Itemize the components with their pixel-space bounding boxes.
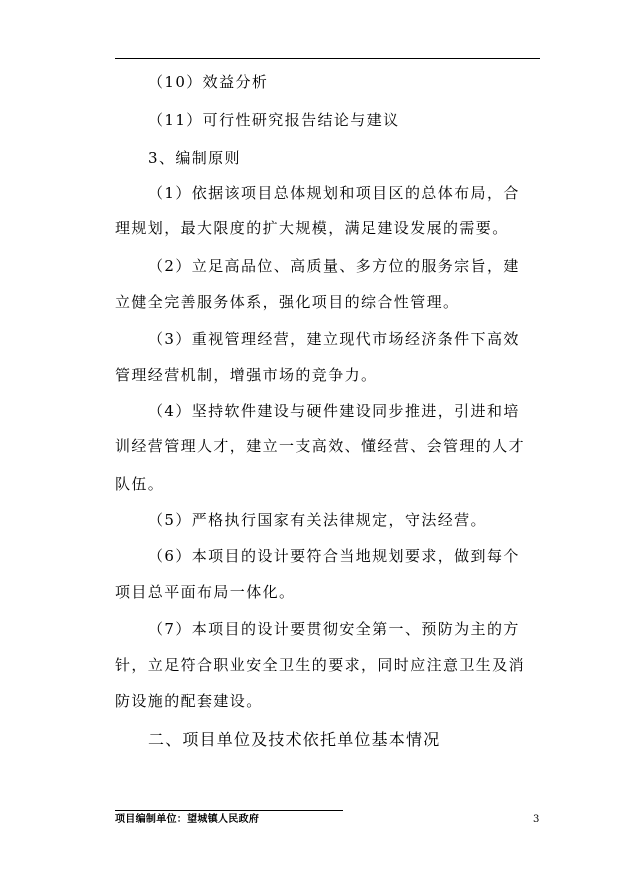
footer-organization: 项目编制单位：望城镇人民政府 — [115, 814, 260, 825]
paragraph-line: 防设施的配套建设。 — [115, 692, 263, 710]
footer-rule — [115, 810, 343, 811]
paragraph-line: （1）依据该项目总体规划和项目区的总体布局，合 — [148, 184, 520, 202]
paragraph-line: （2）立足高品位、高质量、多方位的服务宗旨，建 — [148, 257, 520, 275]
paragraph-line: 队伍。 — [115, 475, 165, 493]
paragraph-line: （4）坚持软件建设与硬件建设同步推进，引进和培 — [148, 402, 520, 420]
list-item-11: （11）可行性研究报告结论与建议 — [148, 111, 400, 129]
paragraph-line: 管理经营机制，增强市场的竞争力。 — [115, 366, 378, 384]
list-item-10: （10）效益分析 — [148, 73, 269, 91]
header-rule — [115, 58, 540, 59]
paragraph-line: 理规划，最大限度的扩大规模，满足建设发展的需要。 — [115, 219, 509, 237]
paragraph-line: （6）本项目的设计要符合当地规划要求，做到每个 — [148, 547, 520, 565]
section-heading-principles: 3、编制原则 — [148, 149, 241, 167]
paragraph-line: （5）严格执行国家有关法律规定，守法经营。 — [148, 511, 487, 529]
paragraph-line: （3）重视管理经营，建立现代市场经济条件下高效 — [148, 330, 520, 348]
paragraph-line: 针，立足符合职业安全卫生的要求，同时应注意卫生及消 — [115, 656, 526, 674]
page-number: 3 — [533, 814, 540, 825]
paragraph-line: 训经营管理人才，建立一支高效、懂经营、会管理的人才 — [115, 437, 526, 455]
paragraph-line: （7）本项目的设计要贯彻安全第一、预防为主的方 — [148, 620, 520, 638]
paragraph-line: 立健全完善服务体系，强化项目的综合性管理。 — [115, 293, 460, 311]
paragraph-line: 项目总平面布局一体化。 — [115, 583, 296, 601]
section-heading-units: 二、项目单位及技术依托单位基本情况 — [148, 730, 441, 749]
